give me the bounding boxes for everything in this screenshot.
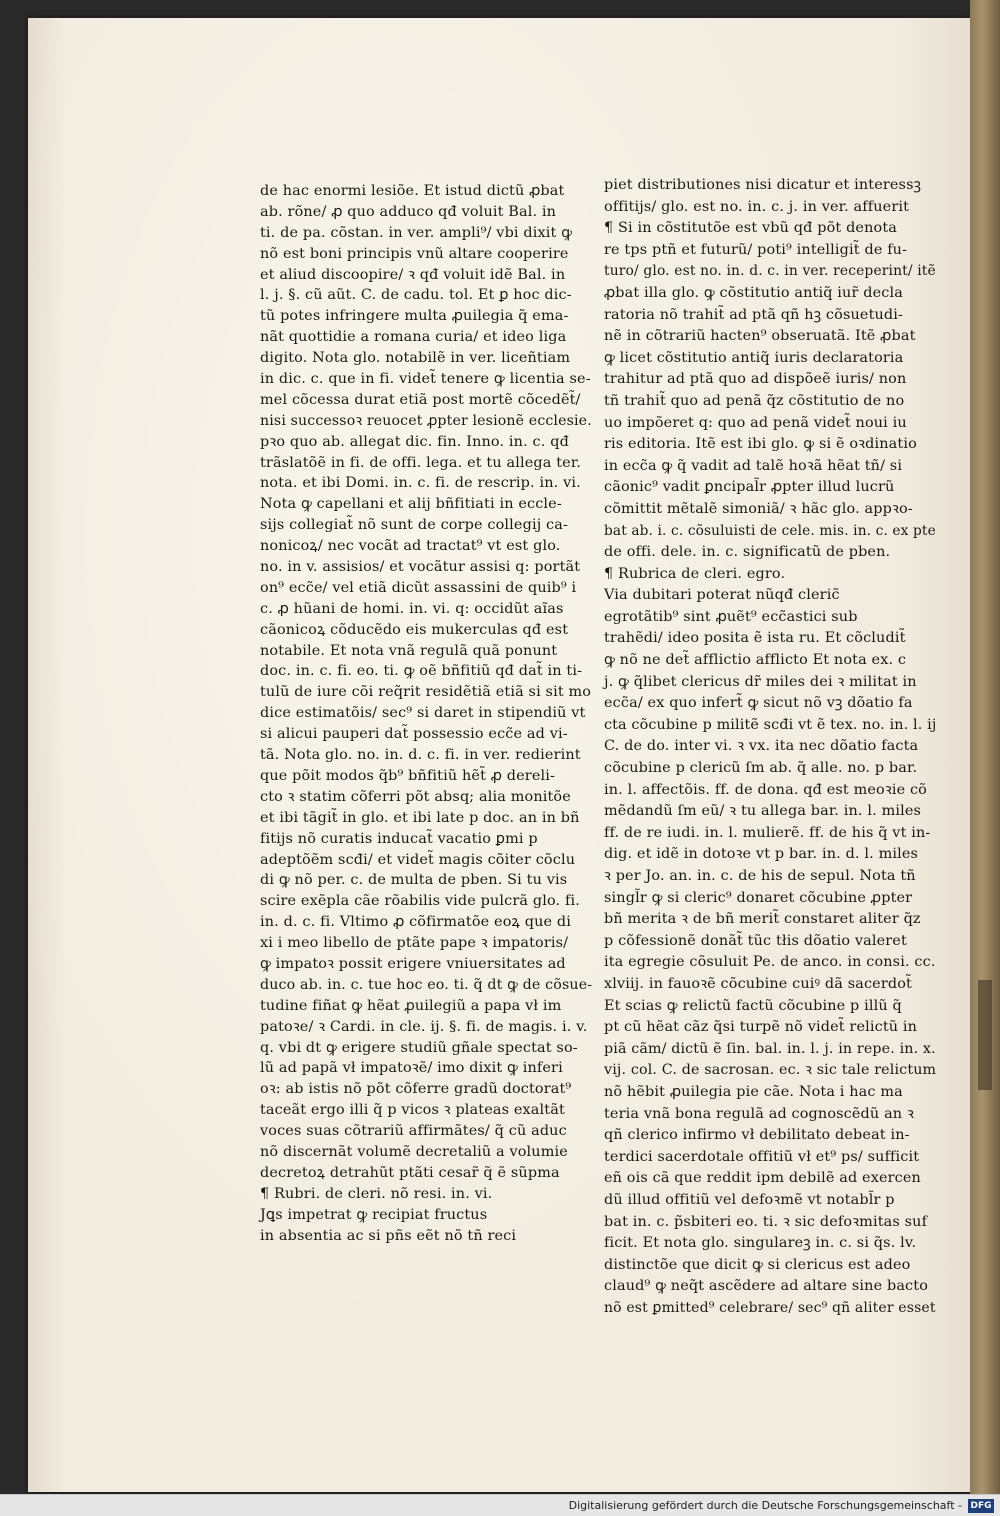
text-line: voces suas cõtrariũ affirmãtes/ q̃ cũ aduc (260, 1123, 567, 1140)
text-line: ab. rõne/ ꝓ quo adduco qđ voluit Bal. in (260, 203, 557, 220)
text-line: nẽ in cõtrariũ hacten⁹ obseruatã. Itẽ ꝓbat (604, 328, 916, 345)
footer-bar (0, 1494, 1000, 1516)
text-line: duco ab. in. c. tue hoc eo. ti. q̃ dt ꝙ de cõsue- (260, 976, 593, 993)
text-line: vij. col. C. de sacrosan. ec. ꝛ sic tale relictum (604, 1062, 937, 1079)
text-line: singl̃r ꝙ si cleric⁹ donaret cõcubine ꝓpter (604, 889, 913, 906)
footer-credit: Digitalisierung gefördert durch die Deutsche Forschungsgemeinschaft - (568, 1499, 962, 1512)
text-line: adeptõẽm scđi/ et videt̃ magis cõiter cõclu (260, 851, 576, 868)
text-line: ꝙ licet cõstitutio antiq̃ iuris declaratoria (604, 349, 904, 366)
text-line: nãt quottidie a romana curia/ et ideo liga (260, 329, 567, 346)
text-line: in ecc̃a ꝙ q̃ vadit ad talẽ hoꝛã hẽat tñ/ si (604, 457, 903, 474)
text-line: tã. Nota glo. no. in. d. c. fi. in ver. redierint (260, 747, 581, 764)
text-line: p cõfessionẽ donãt̃ tũc tłis dõatio valeret (604, 932, 907, 949)
text-line: tñ trahit̃ quo ad penã q̃z cõstitutio de no (604, 392, 905, 409)
text-line: C. de do. inter vi. ꝛ vx. ita nec dõatio facta (604, 738, 919, 755)
text-line: ficit. Et nota glo. singulareꝫ in. c. si q̃s. lv. (604, 1235, 917, 1252)
text-line: ¶ Rubrica de cleri. egro. (604, 565, 786, 582)
text-line: dig. et idẽ in dotoꝛe vt p bar. in. d. l. miles (604, 846, 919, 863)
dfg-logo: DFG (968, 1499, 994, 1513)
text-line: egrotãtib⁹ sint ꝓuẽt⁹ ecc̃astici sub (604, 608, 858, 625)
text-line: ratoria nõ trahit̃ ad ptã qñ hꝫ cõsuetudi- (604, 306, 904, 323)
text-line: di ꝙ nõ per. c. de multa de pben. Si tu vis (260, 872, 568, 889)
text-line: decretoꝝ detrahũt ptãti cesar̃ q̃ ẽ sũpma (260, 1164, 560, 1181)
text-line: nisi successoꝛ reuocet ꝓpter lesionẽ ecclesie. (260, 412, 592, 429)
text-line: sijs collegiat̃ nõ sunt de corpe collegij ca- (260, 517, 568, 534)
text-line: trahitur ad ptã quo ad dispõeẽ iuris/ non (604, 371, 907, 388)
text-line: de offi. dele. in. c. significatũ de pben. (604, 544, 891, 561)
text-line: nõ discernãt volumẽ decretaliũ a volumie (260, 1143, 568, 1160)
text-line: ecc̃a/ ex quo infert̃ ꝙ sicut nõ vꝫ dõatio fa (604, 695, 913, 712)
text-line: ꝓbat illa glo. ꝙ cõstitutio antiq̃ iur̃ decla (604, 284, 903, 301)
text-line: ꝛ per Jo. an. in. c. de his de sepul. Nota tñ (604, 868, 916, 884)
text-line: lũ ad papã vł impatoꝛẽ/ imo dixit ꝙ inferi (260, 1060, 563, 1077)
text-line: digito. Nota glo. notabilẽ in ver. liceñtiam (260, 350, 571, 367)
text-line: de hac enormi lesiõe. Et istud dictũ ꝓbat (260, 183, 565, 199)
book-page (28, 18, 972, 1492)
text-line: cõmittit mẽtalẽ simoniã/ ꝛ hãc glo. appꝛo- (604, 500, 913, 517)
text-line: teria vnã bona regulã ad cognoscẽdũ an ꝛ (604, 1105, 914, 1122)
text-line: dice estimatõis/ sec⁹ si daret in stipendiũ vt (260, 705, 586, 722)
text-line: fitijs nõ curatis inducat̃ vacatio ꝑmi p (260, 830, 538, 847)
text-line: taceãt ergo illi q̃ p vicos ꝛ plateas exaltãt (260, 1102, 565, 1119)
text-line: bat ab. i. c. cõsuluisti de cele. mis. in. c. ex pte (604, 522, 936, 539)
text-line: bat in. c. p̃sbiteri eo. ti. ꝛ sic defoꝛmitas suf (604, 1213, 928, 1230)
text-line: mẽdandũ ſm eũ/ ꝛ tu allega bar. in. l. miles (604, 803, 922, 820)
text-line: uo impõeret q: quo ad penã videt̃ noui iu (604, 414, 907, 431)
text-line: notabile. Et nota vnã regulã quã ponunt (260, 642, 558, 659)
text-line: xi i meo libello de ptãte pape ꝛ impatoris/ (260, 935, 569, 952)
text-line: in absentia ac si pñs eẽt nõ tñ reci (260, 1227, 517, 1244)
text-line: on⁹ ecc̃e/ vel etiã dicũt assassini de quib⁹ i (260, 579, 577, 596)
text-line: pt cũ hẽat cãz q̃si turpẽ nõ videt̃ relictũ in (604, 1019, 918, 1036)
text-line: Via dubitari poterat nũqđ cleric̃ (604, 587, 840, 604)
text-line: Et scias ꝙ relictũ factũ cõcubine p illũ q̃ (604, 997, 902, 1014)
text-line: dũ illud offitiũ vel defoꝛmẽ vt notabl̃r p (604, 1191, 895, 1208)
page-edge (970, 0, 1000, 1494)
text-line: ris editoria. Itẽ est ibi glo. ꝙ si ẽ oꝛdinatio (604, 436, 917, 453)
text-line: scire exẽpla cãe rõabilis vide pulcrã glo. fi. (260, 893, 580, 910)
text-line: ¶ Si in cõstitutõe est vbũ qđ põt denota (604, 220, 897, 237)
text-line: mel cõcessa durat etiã post mortẽ cõcedẽt̃/ (260, 391, 581, 408)
text-line: trahẽdi/ ideo posita ẽ ista ru. Et cõcludit̃ (604, 630, 906, 647)
text-line: tulũ de iure cõi req̃rit residẽtiã etiã si sit mo (260, 684, 592, 701)
text-line: patoꝛe/ ꝛ Cardi. in cle. ij. §. fi. de magis. i. v. (260, 1018, 588, 1035)
text-line: cõcubine p clericũ ſm ab. q̃ alle. no. p bar. (604, 760, 918, 777)
text-line: cãonic⁹ vadit ꝑncipal̃r ꝓpter illud lucrũ (604, 479, 895, 496)
text-line: que põit modos q̃b⁹ bñfitiũ hẽt̃ ꝓ dereli- (260, 767, 556, 784)
left-text-column (260, 181, 592, 1246)
text-line: bñ merita ꝛ de bñ merit̃ constaret aliter q̃z (604, 911, 921, 928)
text-line: l. j. §. cũ aũt. C. de cadu. tol. Et ꝑ hoc dic- (260, 287, 572, 304)
text-line: terdici sacerdotale offitiũ vł et⁹ ps/ sufficit (604, 1148, 920, 1165)
text-line: doc. in. c. fi. eo. ti. ꝙ oẽ bñfitiũ qđ dat̃ in ti- (260, 663, 583, 680)
text-line: q. vbi dt ꝙ erigere studiũ gñale spectat so- (260, 1039, 578, 1056)
text-line: j. ꝙ q̃libet clericus dr̃ miles dei ꝛ militat in (604, 673, 917, 690)
right-text-column (604, 175, 936, 1319)
text-line: ¶ Rubri. de cleri. nõ resi. in. vi. (260, 1185, 493, 1202)
text-line: tũ potes infringere multa ꝓuilegia q̃ ema- (260, 308, 569, 325)
text-line: Jꝗs impetrat ꝙ recipiat fructus (260, 1206, 488, 1223)
text-line: cãonicoꝝ cõducẽdo eis mukerculas qđ est (260, 621, 569, 638)
text-line: et aliud discoopire/ ꝛ qđ voluit idẽ Bal. in (260, 266, 566, 283)
text-line: et ibi tãgit̃ in glo. et ibi late p doc. an in bñ (260, 809, 580, 826)
text-line: trãslatõẽ in fi. de offi. lega. et tu allega ter. (260, 454, 581, 471)
text-line: piã cãm/ dictũ ẽ ſin. bal. in. l. j. in repe. in. x. (604, 1040, 936, 1057)
text-line: distinctõe que dicit ꝙ si clericus est adeo (604, 1256, 911, 1273)
text-line: in. l. affectõis. ff. de dona. qđ est meoꝛie cõ (604, 781, 927, 798)
text-line: ff. de re iudi. in. l. mulierẽ. ff. de his q̃ vt in- (604, 824, 931, 841)
text-line: turo/ glo. est no. in. d. c. in ver. receperint/ itẽ (604, 263, 936, 280)
text-line: eñ ois cã que reddit ipm debilẽ ad exercen (604, 1170, 921, 1187)
text-line: nõ est ꝑmitted⁹ celebrare/ sec⁹ qñ aliter esset (604, 1299, 936, 1316)
text-line: nõ hẽbit ꝓuilegia pie cãe. Nota i hac ma (604, 1083, 903, 1100)
text-line: offitijs/ glo. est no. in. c. j. in ver. affuerit (604, 198, 910, 215)
text-line: nõ est boni principis vnũ altare cooperire (260, 245, 569, 262)
text-line: oꝛ: ab istis nõ põt cõferre gradũ doctorat⁹ (260, 1081, 572, 1098)
text-line: Nota ꝙ capellani et alij bñfitiati in eccle- (260, 496, 562, 513)
text-line: tudine fiñat ꝙ hẽat ꝓuilegiũ a papa vł im (260, 997, 562, 1014)
text-line: claud⁹ ꝙ neq̃t ascẽdere ad altare sine bacto (604, 1278, 929, 1295)
text-line: in. d. c. fi. Vltimo ꝓ cõfirmatõe eoꝝ que di (260, 914, 572, 931)
text-line: cto ꝛ statim cõferri põt absq; alia monitõe (260, 788, 571, 805)
text-line: ti. de pa. cõstan. in ver. ampli⁹/ vbi dixit ꝙ (260, 224, 573, 241)
text-line: pꝛo quo ab. allegat dic. fin. Inno. in. c. qđ (260, 433, 569, 450)
text-line: ita egregie cõsuluit Pe. de anco. in consi. cc. (604, 954, 936, 971)
text-line: cta cõcubine p militẽ scđi vt ẽ tex. no. in. l. ij (604, 716, 937, 733)
text-line: ꝙ nõ ne det̃ afflictio afflicto Et nota ex. c (604, 652, 907, 669)
text-line: in dic. c. que in fi. videt̃ tenere ꝙ licentia se- (260, 371, 591, 388)
text-line: re tps ptñ et futurũ/ poti⁹ intelligit̃ de fu- (604, 241, 908, 258)
text-line: xlviij. in fauoꝛẽ cõcubine cuiꝰ dã sacerdot̃ (604, 975, 912, 992)
text-line: piet distributiones nisi dicatur et interessꝫ (604, 177, 922, 193)
text-line: nonicoꝝ/ nec vocãt ad tractat⁹ vt est glo. (260, 538, 561, 555)
text-line: nota. et ibi Domi. in. c. fi. de rescrip. in. vi. (260, 475, 581, 492)
text-line: no. in v. assisios/ et vocãtur assisi q: portãt (260, 559, 581, 576)
text-line: ꝙ impatoꝛ possit erigere vniuersitates ad (260, 955, 566, 972)
text-line: si alicui pauperi dat̃ possessio ecc̃e ad vi- (260, 726, 568, 743)
text-line: qñ clerico infirmo vł debilitato debeat in- (604, 1127, 910, 1144)
text-line: c. ꝓ hũani de homi. in. vi. q: occidũt aĩas (260, 600, 564, 617)
